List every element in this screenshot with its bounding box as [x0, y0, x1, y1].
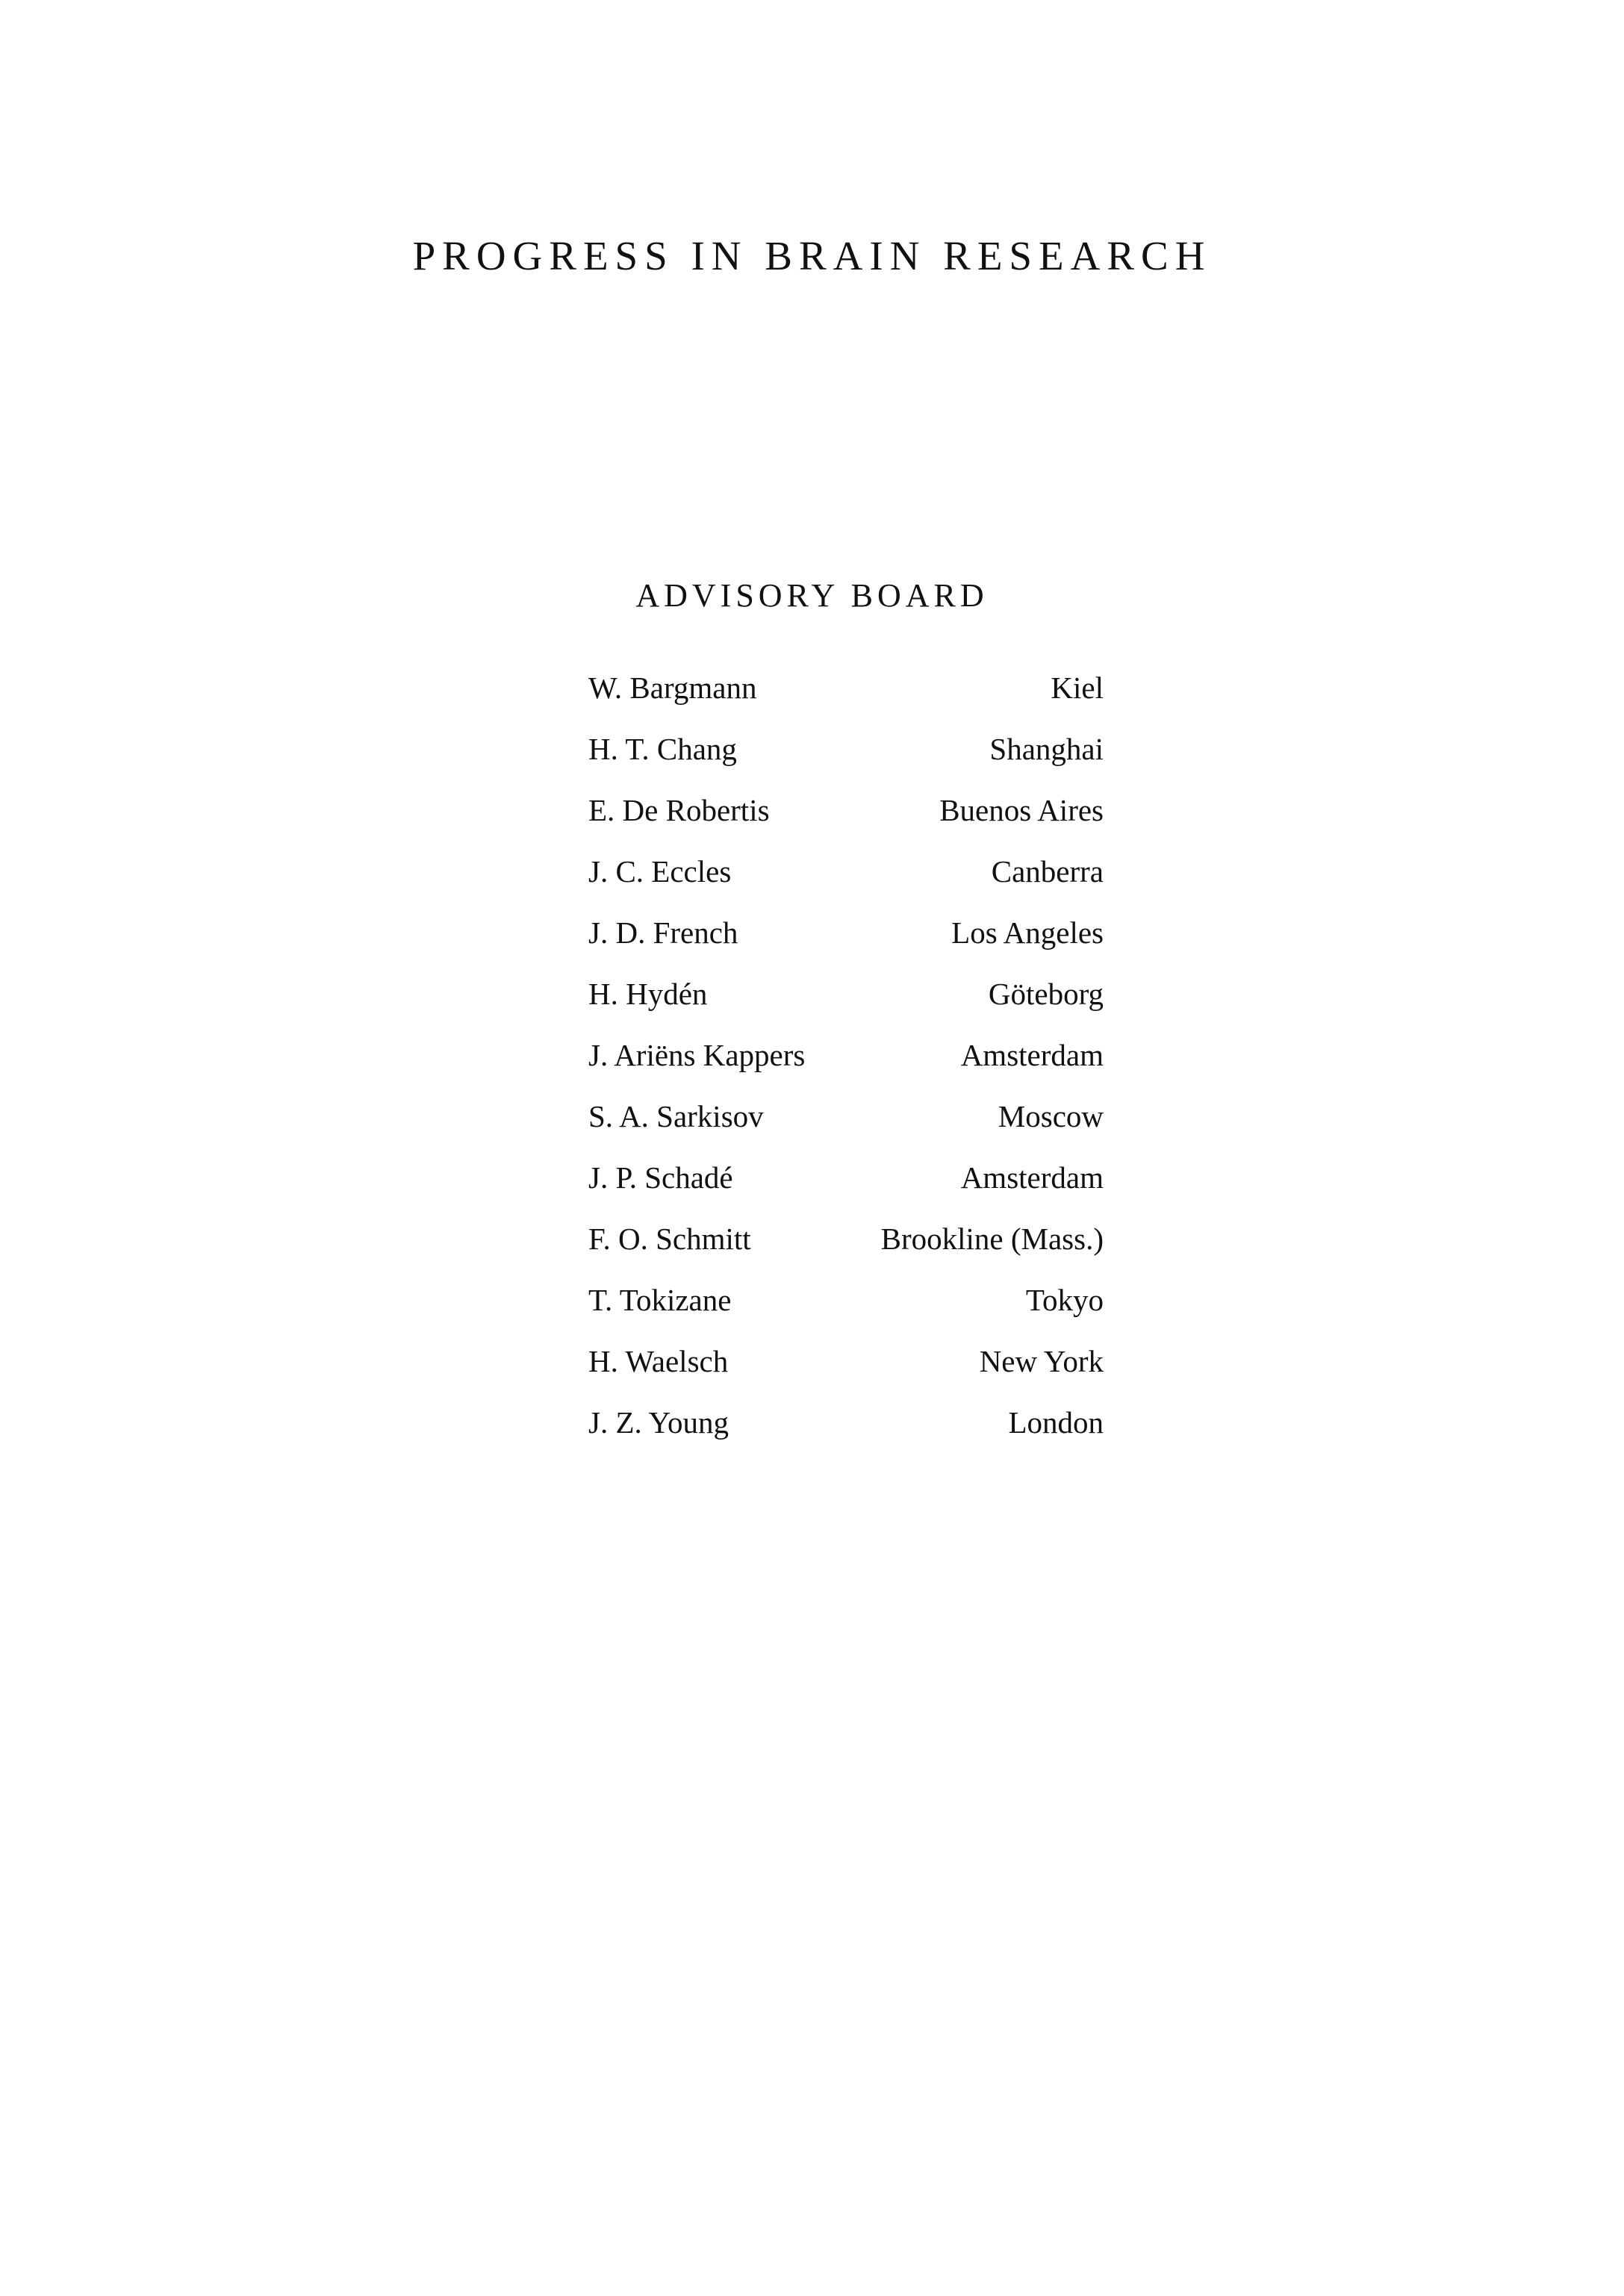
member-name: J. D. French	[588, 915, 738, 950]
member-city: Kiel	[1051, 671, 1104, 705]
board-member-row	[588, 971, 1104, 1033]
member-city: Göteborg	[988, 977, 1104, 1011]
board-member-row	[588, 1339, 1104, 1400]
board-member-row	[588, 1094, 1104, 1155]
member-city: Canberra	[991, 854, 1104, 889]
advisory-board-list	[588, 665, 1104, 1461]
member-name: J. C. Eccles	[588, 854, 732, 889]
member-city: Brookline (Mass.)	[880, 1222, 1104, 1256]
member-name: H. T. Chang	[588, 732, 737, 766]
board-member-row	[588, 788, 1104, 849]
member-name: S. A. Sarkisov	[588, 1099, 764, 1133]
member-city: Los Angeles	[951, 915, 1104, 950]
member-city: London	[1008, 1405, 1104, 1440]
board-member-row	[588, 1155, 1104, 1216]
advisory-board-heading: ADVISORY BOARD	[635, 577, 989, 614]
board-member-row	[588, 1216, 1104, 1278]
board-member-row	[588, 849, 1104, 910]
member-city: Moscow	[998, 1099, 1104, 1133]
member-name: F. O. Schmitt	[588, 1222, 751, 1256]
member-name: J. Ariëns Kappers	[588, 1038, 806, 1072]
board-member-row	[588, 1278, 1104, 1339]
member-name: J. P. Schadé	[588, 1160, 733, 1195]
member-city: Amsterdam	[960, 1160, 1104, 1195]
member-name: W. Bargmann	[588, 671, 757, 705]
series-title: PROGRESS IN BRAIN RESEARCH	[412, 233, 1212, 279]
member-name: T. Tokizane	[588, 1283, 732, 1317]
board-member-row	[588, 910, 1104, 971]
member-city: Buenos Aires	[939, 793, 1104, 827]
member-city: Amsterdam	[960, 1038, 1104, 1072]
board-member-row	[588, 727, 1104, 788]
member-name: J. Z. Young	[588, 1405, 729, 1440]
board-member-row	[588, 665, 1104, 727]
member-city: Shanghai	[989, 732, 1104, 766]
board-member-row	[588, 1033, 1104, 1094]
member-city: New York	[979, 1344, 1104, 1378]
member-name: H. Waelsch	[588, 1344, 729, 1378]
board-member-row	[588, 1400, 1104, 1461]
member-city: Tokyo	[1025, 1283, 1104, 1317]
member-name: H. Hydén	[588, 977, 708, 1011]
member-name: E. De Robertis	[588, 793, 770, 827]
